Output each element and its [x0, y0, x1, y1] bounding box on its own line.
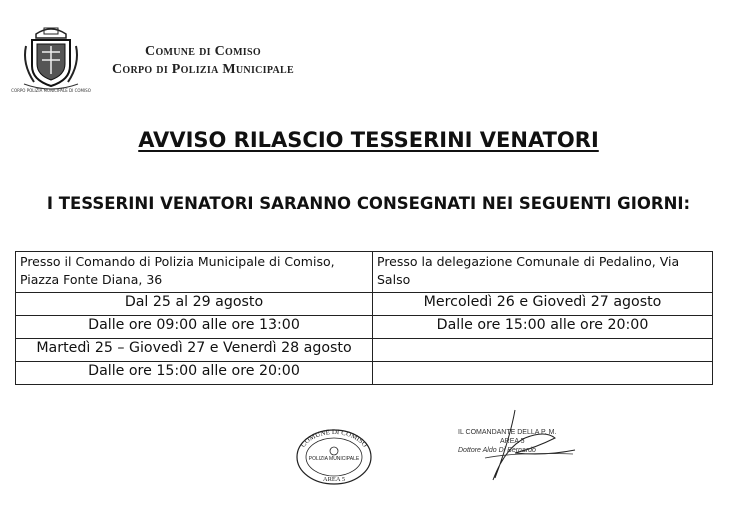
municipal-crest-logo: [11, 24, 91, 94]
notice-subtitle: I TESSERINI VENATORI SARANNO CONSEGNATI NEI SEGUENTI GIORNI:: [46, 194, 691, 213]
left-cell: Dalle ore 09:00 alle ore 13:00: [16, 316, 373, 339]
schedule-table: [15, 251, 713, 385]
table-row: [16, 293, 713, 316]
stamp-top-text: COMUNE DI COMISO: [299, 428, 369, 449]
notice-title: [0, 128, 737, 152]
table-row: [16, 339, 713, 362]
left-cell: Dalle ore 15:00 alle ore 20:00: [16, 362, 373, 385]
letterhead: [88, 44, 318, 78]
svg-text:COMUNE DI COMISO: [299, 428, 369, 449]
signature-block: [458, 428, 556, 455]
left-location-cell: Presso il Comando di Polizia Municipale di Comiso, Piazza Fonte Diana, 36: [16, 252, 373, 293]
right-cell: Mercoledì 26 e Giovedì 27 agosto: [373, 293, 713, 316]
stamp-bottom-text: AREA 5: [322, 476, 346, 483]
municipality-name: Comune di Comiso: [145, 44, 261, 59]
table-row: [16, 252, 713, 293]
svg-text:CORPO POLIZIA MUNICIPALE DI CO: CORPO POLIZIA MUNICIPALE DI COMISO: [11, 88, 91, 93]
left-cell: Martedì 25 – Giovedì 27 e Venerdì 28 agosto: [16, 339, 373, 362]
right-cell: [373, 362, 713, 385]
right-location-cell: Presso la delegazione Comunale di Pedalino, Via Salso: [373, 252, 713, 293]
official-stamp: [295, 428, 373, 486]
signature-area: AREA 5: [500, 438, 525, 445]
signature-name: Dottore Aldo Di Bernardo: [458, 447, 536, 454]
table-row: [16, 362, 713, 385]
right-cell: [373, 339, 713, 362]
stamp-middle-text: POLIZIA MUNICIPALE: [308, 456, 360, 462]
table-row: [16, 316, 713, 339]
left-cell: Dal 25 al 29 agosto: [16, 293, 373, 316]
department-name: Corpo di Polizia Municipale: [112, 62, 294, 77]
signature-title: IL COMANDANTE DELLA P. M.: [458, 429, 557, 436]
right-cell: Dalle ore 15:00 alle ore 20:00: [373, 316, 713, 339]
notice-title-text: AVVISO RILASCIO TESSERINI VENATORI: [138, 128, 599, 152]
